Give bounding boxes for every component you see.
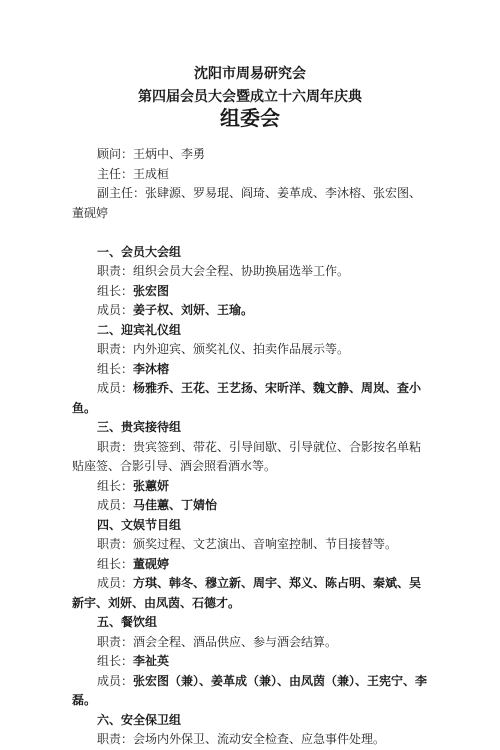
duty-label: 职责： [97,537,134,551]
duty-label: 职责： [97,732,134,746]
director-line [72,165,432,185]
duty-text: 贵宾签到、带花、引导间歇、引导就位、合影按名单粘贴座签、合影引导、酒会照看酒水等。 [72,439,422,473]
leader-name: 李祉英 [133,654,170,668]
duty-text: 内外迎宾、颁奖礼仪、拍卖作品展示等。 [133,342,350,356]
section-leader [72,360,432,380]
leader-name: 张蕙妍 [133,478,170,493]
members-label: 成员： [97,498,134,512]
members-label: 成员： [97,303,134,317]
leader-name: 张宏图 [133,283,170,298]
duty-label: 职责： [97,439,134,454]
section-members [72,301,432,321]
advisor-label: 顾问： [97,147,134,161]
deputy-line [72,184,432,223]
advisor-value: 王炳中、李勇 [133,147,206,161]
document-title: 组委会 [220,106,280,130]
section-leader [72,555,432,575]
organization-name: 沈阳市周易研究会 [194,66,306,82]
section-duty [72,730,432,750]
leader-name: 董砚婷 [133,556,170,571]
duty-text: 颁奖过程、文艺演出、音响室控制、节目接替等。 [133,537,398,551]
leader-label: 组长： [97,556,134,571]
section-duty [72,340,432,360]
members-names: 杨雅乔、王花、王艺扬、宋昕洋、魏文静、周岚、查小鱼。 [72,381,422,415]
section-duty [72,262,432,282]
members-label: 成员： [97,381,134,395]
section-heading: 六、安全保卫组 [97,712,182,727]
section-heading: 五、餐饮组 [97,615,158,629]
members-names: 马佳蕙、丁婧怡 [133,498,218,512]
section-heading: 一、会员大会组 [97,244,182,259]
duty-text: 酒会全程、酒品供应、参与酒会结算。 [133,634,338,649]
duty-text: 组织会员大会全程、协助换届选举工作。 [133,264,350,278]
document-body [72,145,432,750]
spacer [72,223,432,243]
section-heading: 三、贵宾接待组 [97,420,182,434]
duty-label: 职责： [97,634,134,649]
director-value: 王成桓 [133,166,170,181]
section-members [72,496,432,516]
leader-name: 李沐榕 [133,361,170,376]
leader-label: 组长： [97,283,134,298]
members-label: 成员： [97,576,134,590]
section-duty [72,633,432,653]
section-members [72,379,432,418]
members-names: 方琪、韩冬、穆立新、周宇、郑义、陈占明、秦斌、吴新宇、刘妍、由凤茵、石德才。 [72,576,422,610]
section-heading: 二、迎宾礼仪组 [97,322,182,337]
leader-label: 组长： [97,478,134,493]
leader-label: 组长： [97,361,134,376]
event-title: 第四届会员大会暨成立十六周年庆典 [138,89,362,105]
section-heading: 四、文娱节目组 [97,517,182,532]
leader-label: 组长： [97,654,134,668]
deputy-label: 副主任： [97,186,146,200]
members-label: 成员： [97,673,134,688]
duty-text: 会场内外保卫、流动安全检查、应急事件处理。 [133,732,386,746]
section-duty [72,438,432,477]
director-label: 主任： [97,166,134,181]
duty-label: 职责： [97,264,134,278]
deputy-value: 张肆源、罗易琨、阎琦、姜革成、李沐榕、张宏图、董砚婷 [72,186,422,220]
duty-label: 职责： [97,342,134,356]
members-names: 张宏图（兼）、姜革成（兼）、由凤茵（兼）、王宪宁、李磊。 [72,673,428,707]
section-leader [72,652,432,672]
section-duty [72,535,432,555]
section-leader [72,282,432,302]
section-leader [72,477,432,497]
section-members [72,574,432,613]
members-names: 姜子权、刘妍、王瑜。 [133,303,254,317]
advisor-line [72,145,432,165]
